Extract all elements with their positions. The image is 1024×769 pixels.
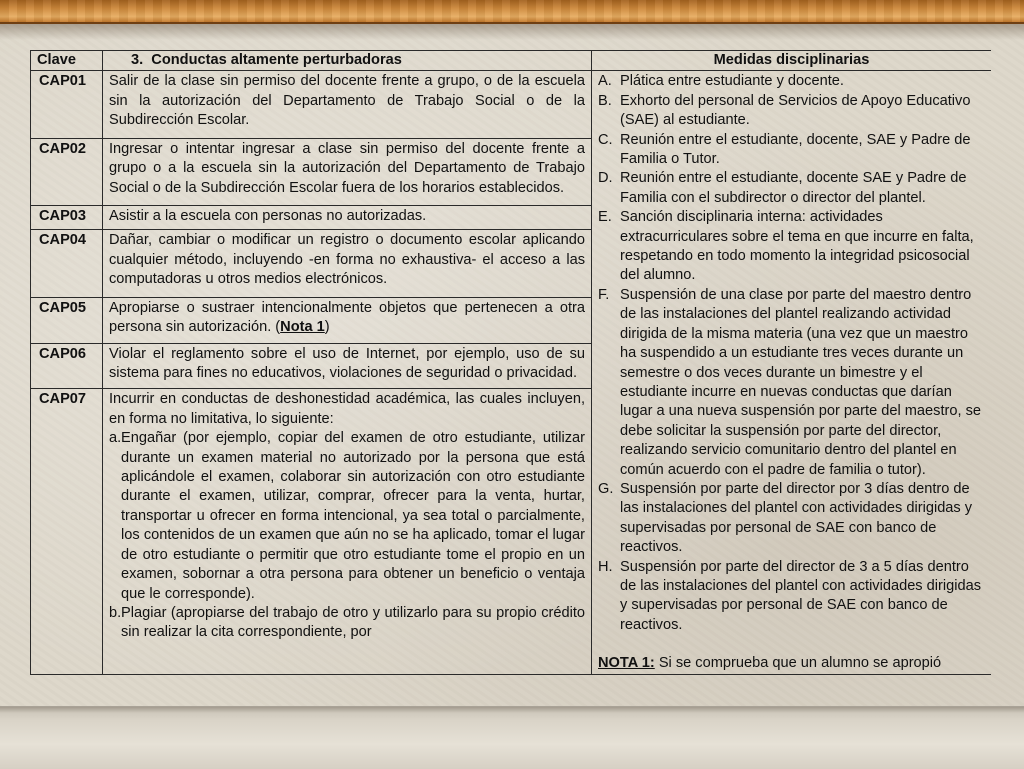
medida-letter: A. [598,73,612,90]
medida-text: Reunión entre el estudiante, docente, SAE y Padre de Familia o Tutor. [620,131,971,168]
medida-item [598,208,985,286]
decorative-bottom-band [0,706,1024,769]
header-clave: Clave [31,51,103,71]
sub-item [109,604,585,643]
medida-item [598,480,985,558]
row-clave: CAP07 [31,389,103,674]
row-text-before: Apropiarse o sustraer intencionalmente objetos que pertenecen a otra persona sin autorización. ( [109,299,585,336]
sub-item [109,429,585,604]
row-clave: CAP06 [31,343,103,389]
header-conductas-label: Conductas altamente perturbadoras [151,52,402,68]
nota-text: Si se comprueba que un alumno se apropió [658,655,942,672]
row-clave: CAP05 [31,297,103,343]
row-conducta: Asistir a la escuela con personas no autorizadas. [103,206,592,230]
sub-text: Engañar (por ejemplo, copiar del examen de otro estudiante, utilizar durante un examen material no autorizado por la persona que está aplicándole el examen, colaborar sin autorización con otro estudiante durante el examen, utilizar, comprar, ofrecer para la venta, hurtar, transportar u ofrecer en forma intencional, ya sea total o parcialmente, los contenidos de un examen que aún no se ha aplicado, tomar el lugar de otro estudiante o permitir que otro estudiante tome el propio en un examen, sobornar a otra persona para obtener un beneficio o ventaja que le corresponde). [121,430,585,602]
row-text-after: ) [324,319,330,336]
row-clave: CAP04 [31,230,103,298]
row-clave: CAP03 [31,206,103,230]
disciplinary-table-container [30,50,991,698]
sub-text: Plagiar (apropiarse del trabajo de otro y utilizarlo para su propio crédito sin realizar la cita correspondiente, por [121,604,585,641]
row-conducta [103,389,592,674]
disciplinary-table [30,50,991,675]
medida-item [598,92,985,131]
medida-letter: G. [598,480,614,497]
medida-letter: D. [598,170,613,187]
top-bar-shadow [0,24,1024,40]
medida-letter: F. [598,286,610,303]
table-row [31,71,992,139]
medidas-cell [592,71,992,674]
decorative-top-bar [0,0,1024,24]
medida-item [598,169,985,208]
header-conductas [103,51,592,71]
header-medidas: Medidas disciplinarias [592,51,992,71]
row-conducta: Dañar, cambiar o modificar un registro o documento escolar aplicando cualquier método, incluyendo -en forma no exhaustiva- el acceso a las computadoras u otros medios electrónicos. [103,230,592,298]
nota-paragraph [598,654,985,673]
medida-text: Exhorto del personal de Servicios de Apoyo Educativo (SAE) al estudiante. [620,92,971,129]
medida-text: Suspensión de una clase por parte del maestro dentro de las instalaciones del plantel realizando actividad dirigida de la misma materia (una vez que un maestro ha suspendido a un estudiante tres veces durante un semestre o dos veces durante un bimestre y el estudiante incurre en nuevas conductas que darían lugar a una nueva suspensión por parte del maestro, se debe solicitar la suspensión por parte del director, realizando servicio comunitario dentro del plantel en común acuerdo con el padre de familia o tutor). [620,286,982,478]
medida-letter: E. [598,209,612,226]
sub-letter: b. [109,604,122,621]
medida-item [598,558,985,636]
row-clave: CAP02 [31,138,103,206]
header-number: 3. [131,52,144,68]
table-header-row [31,51,992,71]
row-conducta [103,297,592,343]
sub-letter: a. [109,430,122,447]
row-clave: CAP01 [31,71,103,139]
medida-item [598,72,985,91]
row-conducta: Violar el reglamento sobre el uso de Internet, por ejemplo, uso de su sistema para fines no educativos, violaciones de seguridad o privacidad. [103,343,592,389]
row-intro: Incurrir en conductas de deshonestidad académica, las cuales incluyen, en forma no limitativa, lo siguiente: [109,391,585,427]
nota-reference: Nota 1 [280,319,325,336]
medida-text: Suspensión por parte del director de 3 a 5 días dentro de las instalaciones del plantel con actividades dirigidas y supervisadas por personal de SAE con banco de reactivos. [620,558,982,633]
medida-text: Plática entre estudiante y docente. [620,73,844,90]
nota-label: NOTA 1: [598,655,655,672]
row-conducta: Salir de la clase sin permiso del docente frente a grupo, o de la escuela sin la autorización del Departamento de Trabajo Social o de la Subdirección Escolar. [103,71,592,139]
medida-letter: B. [598,92,612,109]
medida-letter: H. [598,558,613,575]
medida-text: Sanción disciplinaria interna: actividades extracurriculares sobre el tema en que incurre en falta, respetando en todo momento la integridad psicosocial del alumno. [620,209,974,284]
row-conducta: Ingresar o intentar ingresar a clase sin permiso del docente frente a grupo o a la escuela sin la autorización del Departamento de Trabajo Social o de la Subdirección Escolar fuera de los horarios establecidos. [103,138,592,206]
medida-text: Reunión entre el estudiante, docente SAE y Padre de Familia con el subdirector o director del plantel. [620,170,967,206]
medida-item [598,286,985,480]
medida-item [598,131,985,170]
medida-text: Suspensión por parte del director por 3 días dentro de las instalaciones del plantel con actividades dirigidas y supervisadas por personal de SAE con banco de reactivos. [620,480,973,556]
medida-letter: C. [598,131,613,148]
